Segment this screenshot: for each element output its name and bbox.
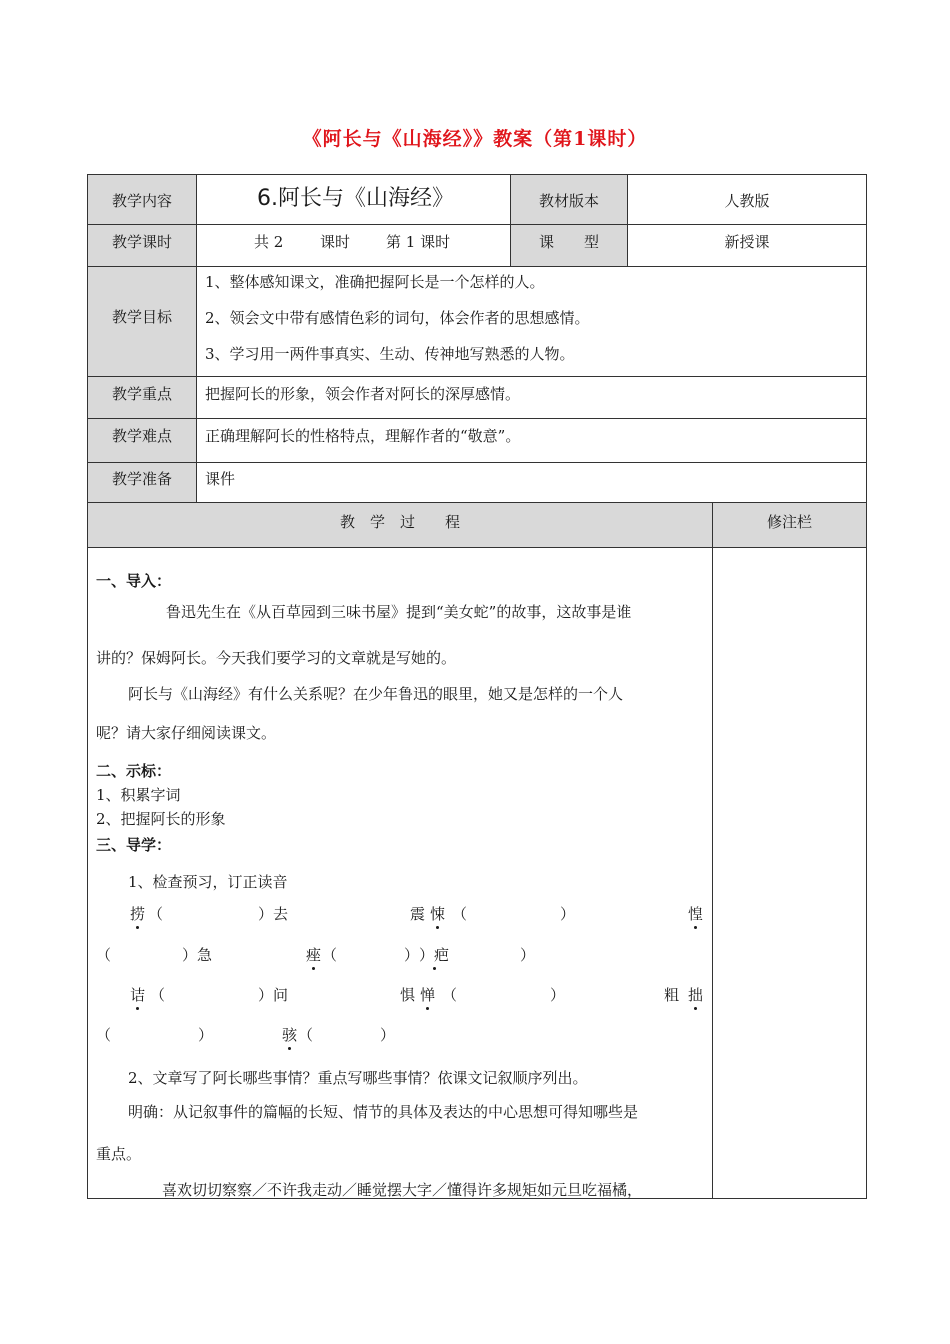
key-label: 教学重点 <box>111 385 172 403</box>
process-header: 教 学 过 程 <box>339 513 460 531</box>
paragraph-line: 喜欢切切察察／不许我走动／睡觉摆大字／懂得许多规矩如元旦吃福橘， <box>162 1181 643 1199</box>
grid-line <box>87 547 867 548</box>
hours-current: 第 1 课时 <box>386 233 451 251</box>
paragraph-line: 重点。 <box>96 1145 142 1163</box>
grid-line <box>196 174 197 502</box>
paren-open: （ <box>96 946 112 964</box>
vocab-rest: ）去 <box>258 905 289 923</box>
paren-open: （ <box>298 1026 314 1044</box>
difficulty-value: 正确理解阿长的性格特点，理解作者的“敬意”。 <box>205 427 521 445</box>
vocab-char: 骇 <box>282 1026 298 1044</box>
vocab-char: 惶 <box>688 905 704 923</box>
list-item: 1、积累字词 <box>96 786 181 804</box>
paragraph-line: 阿长与《山海经》有什么关系呢？在少年鲁迅的眼里，她又是怎样的一个人 <box>128 685 624 703</box>
edition-value: 人教版 <box>724 192 770 210</box>
paren-open: （ <box>452 905 468 923</box>
grid-line <box>87 174 867 175</box>
type-value: 新授课 <box>724 233 770 251</box>
paren-open: （ <box>96 1026 112 1044</box>
question: 1、检查预习，订正读音 <box>128 873 288 891</box>
question: 2、文章写了阿长哪些事情？重点写哪些事情？依课文记叙顺序列出。 <box>128 1069 588 1087</box>
content-label: 教学内容 <box>111 192 172 210</box>
paren-open: （ <box>442 986 458 1004</box>
lesson-title: 6.阿长与《山海经》 <box>257 186 454 211</box>
paren-close: ） <box>520 946 536 964</box>
hours-total: 共 2 <box>254 233 284 251</box>
grid-line <box>712 502 713 1198</box>
grid-line <box>627 174 628 266</box>
section-title: 二、示标： <box>96 762 172 780</box>
paragraph-line: 鲁迅先生在《从百草园到三味书屋》提到“美女蛇”的故事，这故事是谁 <box>166 603 632 621</box>
vocab-char: 捞 <box>130 905 146 923</box>
page-title: 《阿长与《山海经》》教案（第1课时） <box>302 128 648 150</box>
vocab-char: 惧 <box>400 986 416 1004</box>
type-label: 课 型 <box>538 233 599 251</box>
vocab-char: 诘 <box>130 986 146 1004</box>
grid-line <box>866 174 867 1198</box>
grid-line <box>510 174 511 266</box>
vocab-rest: ））疤 <box>404 946 450 964</box>
section-title: 一、导入： <box>96 572 172 590</box>
goal-item: 2、领会文中带有感情色彩的词句，体会作者的思想感情。 <box>205 309 590 327</box>
key-value: 把握阿长的形象，领会作者对阿长的深厚感情。 <box>205 385 521 403</box>
paragraph-line: 明确：从记叙事件的篇幅的长短、情节的具体及表达的中心思想可得知哪些是 <box>128 1103 639 1121</box>
notes-header: 修注栏 <box>766 513 812 531</box>
paren-open: （ <box>150 986 166 1004</box>
grid-line <box>87 266 867 267</box>
grid-line <box>87 224 867 225</box>
paren-close: ） <box>550 986 566 1004</box>
grid-line <box>87 174 88 1198</box>
vocab-rest: ）急 <box>182 946 213 964</box>
goal-item: 1、整体感知课文，准确把握阿长是一个怎样的人。 <box>205 273 545 291</box>
vocab-char: 粗 <box>664 986 680 1004</box>
paren-open: （ <box>322 946 338 964</box>
grid-line <box>87 462 867 463</box>
edition-label: 教材版本 <box>538 192 599 210</box>
hours-label: 教学课时 <box>111 233 172 251</box>
grid-line <box>87 376 867 377</box>
list-item: 2、把握阿长的形象 <box>96 810 226 828</box>
difficulty-label: 教学难点 <box>111 427 172 445</box>
grid-line <box>87 502 867 503</box>
paren-open: （ <box>148 905 164 923</box>
hours-unit: 课时 <box>320 233 351 251</box>
prep-label: 教学准备 <box>111 470 172 488</box>
paragraph-line: 呢？请大家仔细阅读课文。 <box>96 724 277 742</box>
vocab-char: 震 <box>410 905 426 923</box>
vocab-char: 惮 <box>420 986 436 1004</box>
paragraph-line: 讲的？保姆阿长。今天我们要学习的文章就是写她的。 <box>96 649 457 667</box>
goal-item: 3、学习用一两件事真实、生动、传神地写熟悉的人物。 <box>205 345 575 363</box>
goals-label: 教学目标 <box>111 308 172 326</box>
vocab-char: 痤 <box>306 946 322 964</box>
vocab-char: 悚 <box>430 905 446 923</box>
vocab-char: 拙 <box>688 986 704 1004</box>
vocab-rest: ）问 <box>258 986 289 1004</box>
prep-value: 课件 <box>205 470 236 488</box>
paren-close: ） <box>560 905 576 923</box>
paren-close: ） <box>380 1026 396 1044</box>
grid-line <box>87 418 867 419</box>
section-title: 三、导学： <box>96 836 172 854</box>
paren-close: ） <box>198 1026 214 1044</box>
